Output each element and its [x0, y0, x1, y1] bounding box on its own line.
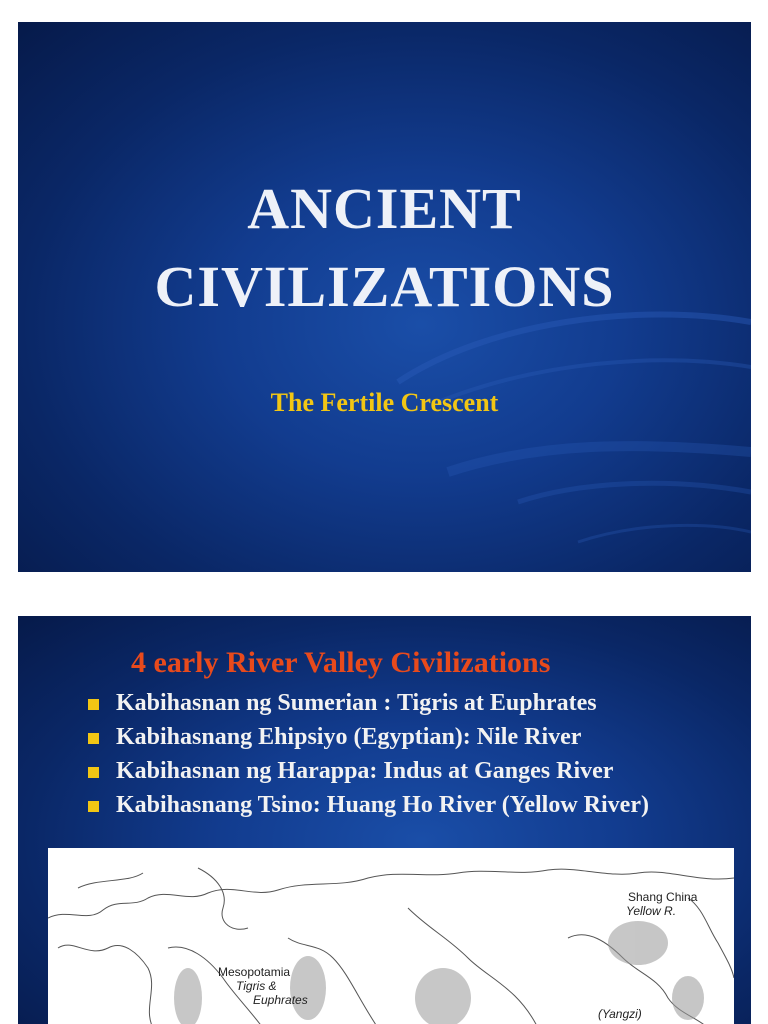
mesopotamia-label: Mesopotamia [218, 965, 291, 979]
shang-china-label: Shang China [628, 890, 698, 904]
bullet-square-icon [88, 733, 99, 744]
list-item: Kabihasnang Ehipsiyo (Egyptian): Nile River [88, 720, 738, 754]
slide-title [18, 170, 751, 326]
slide-subtitle: The Fertile Crescent [270, 388, 499, 417]
euphrates-label: Euphrates [253, 993, 308, 1007]
yellow-river-label: Yellow R. [626, 904, 677, 918]
bullet-square-icon [88, 699, 99, 710]
title-slide [18, 22, 751, 572]
yangzi-label: (Yangzi) [598, 1007, 642, 1021]
list-item: Kabihasnan ng Harappa: Indus at Ganges River [88, 754, 738, 788]
bullet-list [88, 686, 738, 822]
river-valleys-map [48, 848, 734, 1024]
bullet-square-icon [88, 767, 99, 778]
title-line-2: CIVILIZATIONS [154, 254, 615, 319]
list-item: Kabihasnan ng Sumerian : Tigris at Euphrates [88, 686, 738, 720]
bullet-square-icon [88, 801, 99, 812]
map-outline [48, 848, 734, 1024]
list-item: Kabihasnang Tsino: Huang Ho River (Yellow River) [88, 788, 738, 822]
tigris-label: Tigris & [236, 979, 277, 993]
slide-heading: 4 early River Valley Civilizations [131, 646, 551, 679]
title-line-1: ANCIENT [247, 176, 522, 241]
content-slide [18, 616, 751, 1024]
